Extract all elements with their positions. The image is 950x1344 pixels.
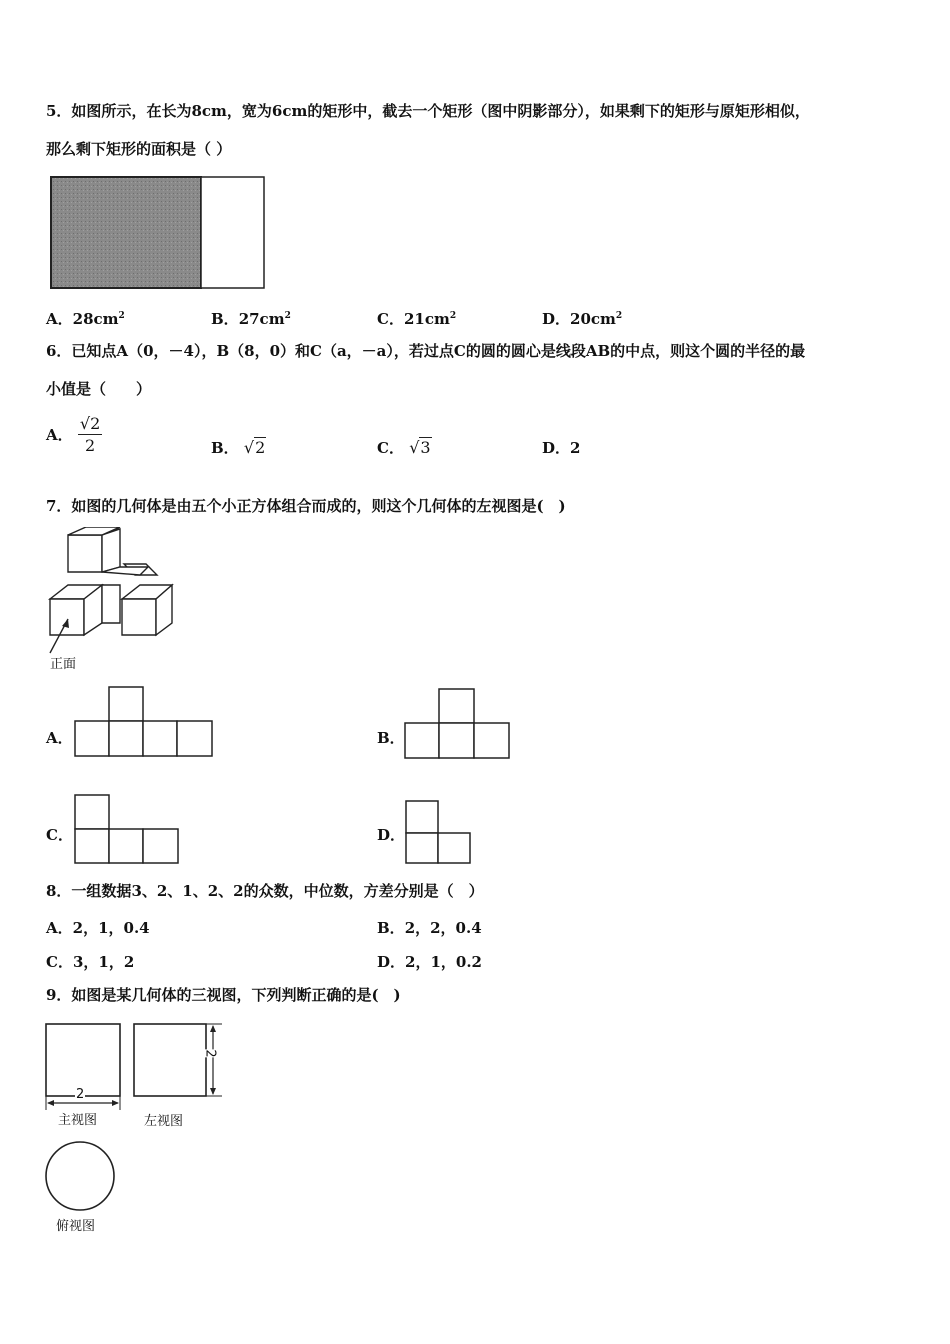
fraction: $\frac{√2}{2}$ (79, 414, 101, 455)
q8-option-b[interactable]: B．2，2，0.4 (377, 919, 482, 937)
q7-option-c[interactable]: C． (46, 826, 73, 844)
q6-stem-line2: 小值是（ ） (46, 380, 152, 398)
q6-option-b[interactable]: B． √2 (211, 438, 266, 457)
q7-option-b-figure[interactable] (404, 688, 514, 760)
q9-left-view-figure (132, 1022, 228, 1102)
q8-stem: 8．一组数据3、2、1、2、2的众数，中位数，方差分别是（ ） (46, 882, 484, 900)
q5-rectangle-figure (48, 172, 274, 292)
q6-option-a[interactable]: A． $\frac{√2}{2}$ (46, 414, 101, 455)
q7-front-label: 正面 (50, 657, 77, 672)
q8-option-d[interactable]: D．2，1，0.2 (377, 953, 482, 971)
q5-option-b[interactable]: B．$27cm^2$ (211, 310, 291, 328)
q6-option-c[interactable]: C． √3 (377, 438, 431, 457)
q9-top-view-figure (43, 1140, 119, 1216)
q6-option-d[interactable]: D．2 (542, 439, 581, 457)
q9-top-view-label: 俯视图 (56, 1219, 96, 1234)
q7-option-d-figure[interactable] (405, 800, 475, 866)
q5-option-d[interactable]: D．$20cm^2$ (542, 310, 623, 328)
q9-stem: 9．如图是某几何体的三视图，下列判断正确的是( ) (46, 986, 401, 1004)
q7-option-a[interactable]: A． (46, 729, 73, 747)
q9-height-dimension: 2 (202, 1049, 218, 1058)
q9-front-view-label: 主视图 (58, 1113, 98, 1128)
q7-option-c-figure[interactable] (74, 794, 182, 866)
q5-stem-line2: 那么剩下矩形的面积是（ ） (46, 140, 232, 158)
q6-stem-line1: 6．已知点A（0，－4），B（8，0）和C（a，－a），若过点C的圆的圆心是线段AB的中点，则这个圆的半径的最 (46, 342, 806, 360)
q5-option-a[interactable]: A．$28cm^2$ (46, 310, 125, 328)
q5-shaded-rect (51, 177, 201, 288)
q9-left-view-label: 左视图 (144, 1114, 184, 1129)
q9-width-dimension: 2 (76, 1087, 85, 1102)
q5-stem-line1: 5．如图所示，在长为8cm，宽为6cm的矩形中，截去一个矩形（图中阴影部分），如果剩下的矩形与原矩形相似， (46, 102, 810, 120)
q7-stem: 7．如图的几何体是由五个小正方体组合而成的，则这个几何体的左视图是( ) (46, 497, 566, 515)
q8-option-c[interactable]: C．3，1，2 (46, 953, 135, 971)
q7-option-b[interactable]: B． (377, 729, 405, 747)
q7-option-d[interactable]: D． (377, 826, 406, 844)
q5-remaining-rect (201, 177, 264, 288)
q7-option-a-figure[interactable] (74, 686, 216, 758)
q5-option-c[interactable]: C．$21cm^2$ (377, 310, 457, 328)
q8-option-a[interactable]: A．2，1，0.4 (46, 919, 150, 937)
